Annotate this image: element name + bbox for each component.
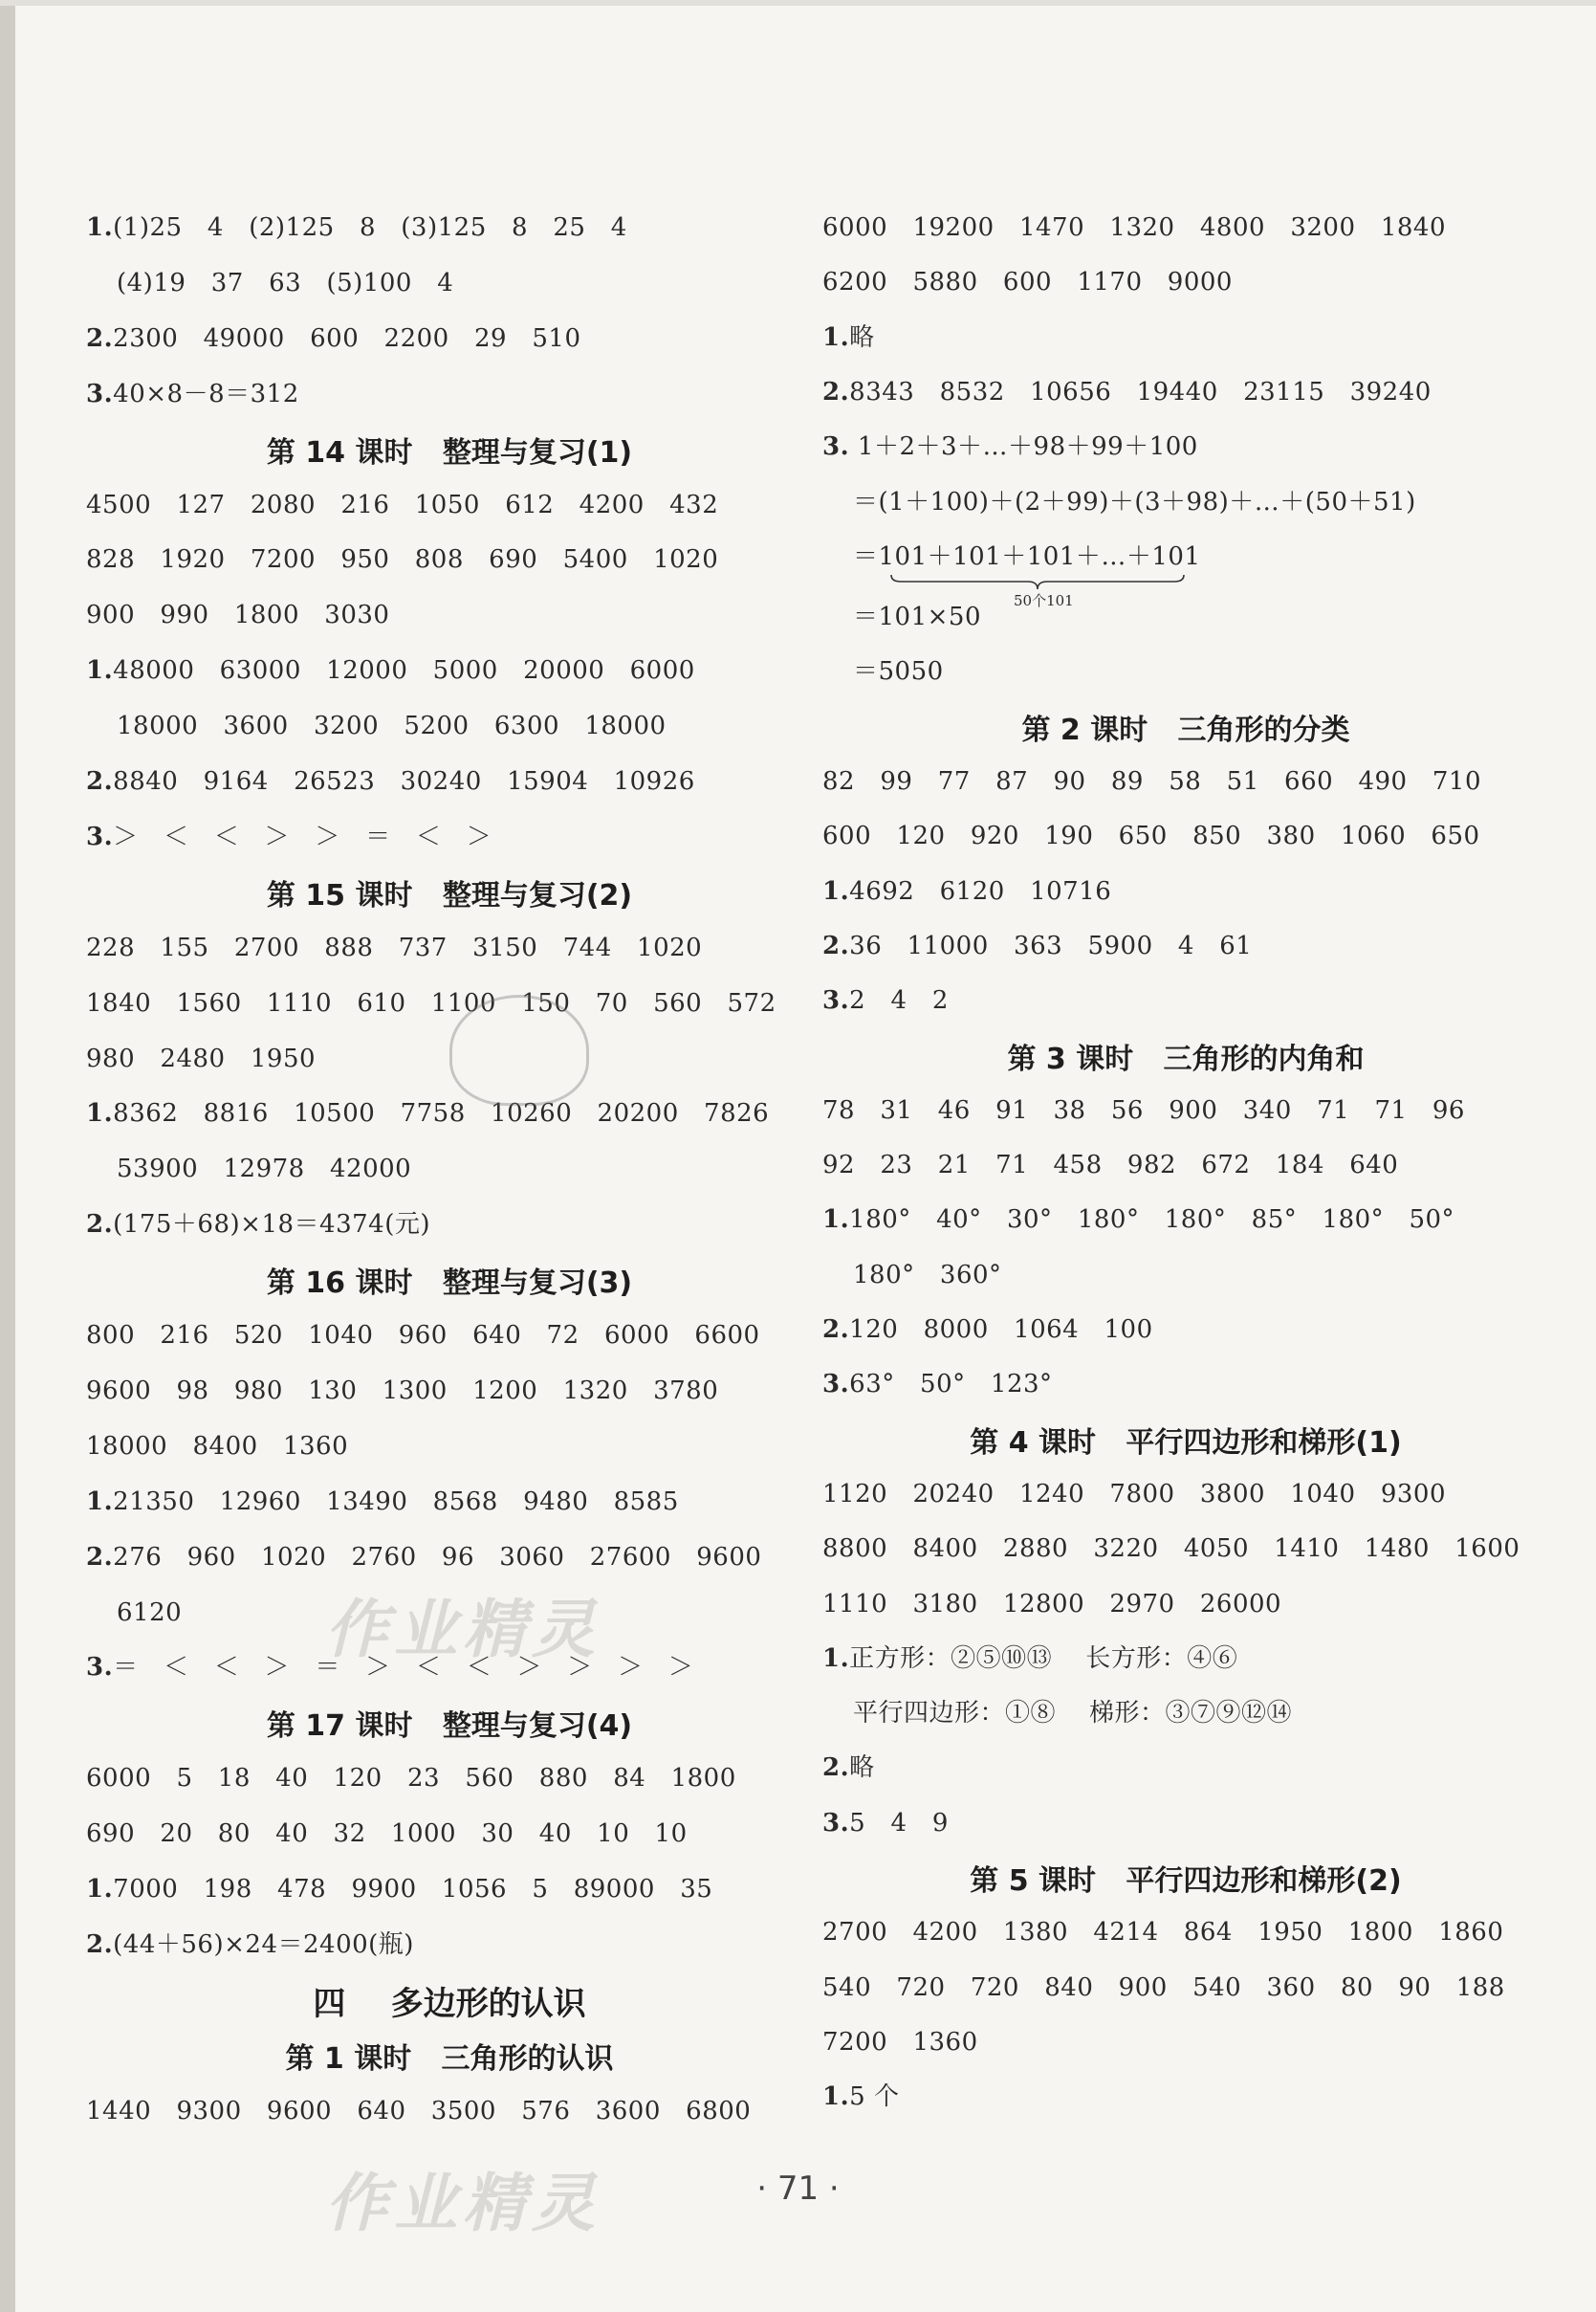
answer-line — [822, 2018, 978, 2066]
answer-line — [86, 1090, 769, 1137]
answer-text: ＝5050 — [853, 657, 944, 687]
answer-line — [822, 1470, 1446, 1518]
answer-text: 92 23 21 71 458 982 672 184 640 — [822, 1151, 1399, 1180]
page-edge-top — [0, 0, 1596, 6]
answer-line — [822, 423, 1198, 471]
answer-text: 180° 40° 30° 180° 180° 85° 180° 50° — [849, 1205, 1455, 1235]
answer-line — [86, 1367, 718, 1415]
question-number: 1. — [86, 656, 114, 686]
answer-text: 1110 3180 12800 2970 26000 — [822, 1589, 1282, 1618]
question-number: 3. — [86, 1653, 114, 1683]
watermark: 作业精灵 — [325, 1593, 601, 1666]
answer-line — [822, 977, 949, 1024]
answer-text: 8800 8400 2880 3220 4050 1410 1480 1600 — [822, 1534, 1520, 1564]
question-number: 1. — [86, 1486, 114, 1516]
answer-text: 7000 198 478 9900 1056 5 89000 35 — [113, 1875, 713, 1904]
answer-line — [86, 536, 718, 584]
answer-text: ＝(1＋100)＋(2＋99)＋(3＋98)＋…＋(50＋51) — [853, 487, 1416, 517]
lesson-heading: 第 16 课时 整理与复习(3) — [266, 1266, 633, 1301]
answer-line — [117, 1589, 182, 1637]
question-number: 2. — [86, 767, 114, 796]
answer-line — [117, 1145, 411, 1193]
lesson-heading: 第 4 课时 平行四边形和梯形(1) — [970, 1425, 1402, 1460]
page-number: · 71 · — [756, 2169, 840, 2208]
answer-line — [117, 702, 667, 750]
answer-line — [86, 1311, 760, 1359]
answer-text: ＞ ＜ ＜ ＞ ＞ ＝ ＜ ＞ — [113, 822, 492, 851]
answer-line — [86, 1035, 316, 1083]
lesson-heading: 第 2 课时 三角形的分类 — [1021, 713, 1350, 747]
answer-text: 2 4 2 — [849, 986, 949, 1016]
answer-line — [822, 1141, 1398, 1189]
question-number: 1. — [86, 1099, 114, 1129]
question-number: 3. — [822, 986, 850, 1016]
answer-line — [86, 647, 695, 694]
answer-text: 800 216 520 1040 960 640 72 6000 6600 — [86, 1321, 760, 1350]
answer-line — [822, 1360, 1053, 1408]
answer-text: 600 120 920 190 650 850 380 1060 650 — [822, 822, 1480, 851]
answer-line — [853, 1689, 1292, 1737]
question-number: 3. — [822, 1370, 850, 1399]
answer-line — [853, 478, 1416, 526]
answer-line — [822, 1635, 1237, 1683]
answer-line — [822, 758, 1481, 805]
answer-text: 78 31 46 91 38 56 900 340 71 71 96 — [822, 1095, 1465, 1125]
answer-text: 18000 8400 1360 — [86, 1431, 349, 1461]
answer-line — [86, 481, 718, 529]
answer-text: 6200 5880 600 1170 9000 — [822, 268, 1233, 297]
question-number: 2. — [822, 1753, 850, 1783]
answer-text: 276 960 1020 2760 96 3060 27600 9600 — [113, 1542, 762, 1572]
answer-text: 8840 9164 26523 30240 15904 10926 — [113, 767, 695, 796]
question-number: 1. — [822, 876, 850, 906]
question-number: 2. — [86, 1929, 114, 1959]
question-number: 3. — [86, 822, 114, 851]
question-number: 1. — [822, 1643, 850, 1673]
answer-text: 48000 63000 12000 5000 20000 6000 — [113, 656, 695, 686]
answer-line — [853, 1251, 1002, 1299]
answer-text: 5 4 9 — [849, 1808, 949, 1838]
question-number: 1. — [822, 2082, 850, 2112]
underbrace — [889, 573, 1186, 592]
answer-text: 4692 6120 10716 — [849, 876, 1112, 906]
answer-line — [86, 758, 695, 805]
answer-text: 21350 12960 13490 8568 9480 8585 — [113, 1486, 679, 1516]
answer-line — [86, 1478, 679, 1526]
lesson-heading: 第 1 课时 三角形的认识 — [285, 2041, 614, 2076]
answer-text: 828 1920 7200 950 808 690 5400 1020 — [86, 545, 719, 575]
answer-text: 82 99 77 87 90 89 58 51 660 490 710 — [822, 767, 1481, 796]
answer-text: 略 — [849, 322, 875, 352]
lesson-heading: 第 5 课时 平行四边形和梯形(2) — [970, 1864, 1402, 1898]
answer-text: 7200 1360 — [822, 2027, 978, 2057]
answer-text: 8343 8532 10656 19440 23115 39240 — [849, 377, 1432, 407]
answer-line — [822, 1087, 1465, 1134]
page-edge — [0, 0, 15, 2312]
question-number: 2. — [822, 1315, 850, 1344]
answer-text: 1440 9300 9600 640 3500 576 3600 6800 — [86, 2096, 752, 2125]
answer-line — [86, 1533, 761, 1581]
answer-text: 540 720 720 840 900 540 360 80 90 188 — [822, 1972, 1505, 2002]
watermark-stamp — [449, 995, 589, 1106]
answer-text: 690 20 80 40 32 1000 30 40 10 10 — [86, 1819, 688, 1849]
answer-line — [86, 980, 776, 1027]
answer-text: 1840 1560 1110 610 1100 150 70 560 572 — [86, 988, 776, 1018]
brace-label: 50个101 — [1014, 591, 1074, 609]
answer-text: 180° 360° — [853, 1260, 1002, 1289]
answer-text: 略 — [849, 1753, 875, 1783]
answer-text: (4)19 37 63 (5)100 4 — [117, 268, 454, 297]
answer-text: 6000 19200 1470 1320 4800 3200 1840 — [822, 213, 1446, 242]
answer-line — [86, 1810, 688, 1858]
answer-text: 5 个 — [849, 2082, 900, 2112]
unit-title: 四 多边形的认识 — [313, 1984, 586, 2023]
answer-line — [822, 1580, 1281, 1628]
answer-line — [822, 204, 1446, 252]
answer-text: 8362 8816 10500 7758 10260 20200 7826 — [113, 1099, 770, 1129]
question-number: 3. — [86, 379, 114, 408]
question-number: 2. — [822, 377, 850, 407]
answer-text: 53900 12978 42000 — [117, 1155, 412, 1184]
answer-line — [822, 1799, 949, 1847]
question-number: 1. — [822, 322, 850, 352]
answer-text: 2300 49000 600 2200 29 510 — [113, 323, 581, 353]
answer-line — [822, 1744, 875, 1792]
answer-line — [822, 868, 1111, 915]
answer-line — [822, 2073, 899, 2121]
answer-text: 9600 98 980 130 1300 1200 1320 3780 — [86, 1376, 719, 1405]
answer-text: 40×8－8＝312 — [113, 379, 299, 408]
answer-line — [822, 812, 1480, 860]
answer-line — [86, 813, 492, 861]
question-number: 3. — [822, 1808, 850, 1838]
answer-text: 2700 4200 1380 4214 864 1950 1800 1860 — [822, 1918, 1504, 1948]
answer-line — [853, 648, 944, 695]
answer-text: 36 11000 363 5900 4 61 — [849, 931, 1253, 960]
answer-line — [822, 1908, 1503, 1956]
answer-text: (44＋56)×24＝2400(瓶) — [113, 1929, 414, 1959]
answer-line — [86, 1200, 430, 1248]
answer-line — [86, 370, 299, 418]
answer-text: 4500 127 2080 216 1050 612 4200 432 — [86, 490, 719, 519]
answer-text: 980 2480 1950 — [86, 1044, 317, 1073]
question-number: 2. — [86, 1210, 114, 1240]
answer-text: 正方形：②⑤⑩⑬ 长方形：④⑥ — [849, 1643, 1238, 1673]
answer-line — [822, 1306, 1153, 1354]
answer-line — [86, 2087, 751, 2135]
answer-line — [822, 1525, 1519, 1573]
answer-line: ＝101＋101＋101＋…＋101 — [853, 541, 1201, 571]
watermark: 作业精灵 — [325, 2167, 601, 2240]
answer-line — [822, 1964, 1505, 2012]
answer-line — [86, 1754, 736, 1802]
answer-line — [86, 315, 581, 363]
lesson-heading: 第 14 课时 整理与复习(1) — [266, 435, 633, 470]
answer-line — [86, 1422, 348, 1470]
answer-line — [822, 314, 875, 362]
answer-text: ＝101×50 — [853, 603, 981, 632]
answer-text: ＝ ＜ ＜ ＞ ＝ ＞ ＜ ＜ ＞ ＞ ＞ ＞ — [113, 1653, 694, 1683]
question-number: 1. — [86, 1875, 114, 1904]
answer-line — [86, 204, 627, 252]
question-number: 2. — [86, 323, 114, 353]
answer-text: 平行四边形：①⑧ 梯形：③⑦⑨⑫⑭ — [853, 1699, 1293, 1728]
answer-line — [86, 1865, 712, 1913]
answer-line — [86, 1921, 414, 1969]
answer-text: 120 8000 1064 100 — [849, 1315, 1153, 1344]
question-number: 1. — [822, 1205, 850, 1235]
answer-text: 1120 20240 1240 7800 3800 1040 9300 — [822, 1479, 1446, 1508]
lesson-heading: 第 3 课时 三角形的内角和 — [1007, 1042, 1365, 1076]
answer-line — [86, 591, 389, 639]
answer-text: 63° 50° 123° — [849, 1370, 1053, 1399]
question-number: 2. — [822, 931, 850, 960]
answer-text: (175＋68)×18＝4374(元) — [113, 1210, 430, 1240]
question-number: 1. — [86, 213, 114, 242]
answer-text: 1＋2＋3＋…＋98＋99＋100 — [849, 432, 1198, 462]
answer-line — [117, 259, 453, 307]
answer-text: 6000 5 18 40 120 23 560 880 84 1800 — [86, 1764, 736, 1794]
answer-text: 6120 — [117, 1597, 183, 1627]
answer-line — [853, 593, 981, 641]
lesson-heading: 第 17 课时 整理与复习(4) — [266, 1709, 633, 1744]
answer-text: (1)25 4 (2)125 8 (3)125 8 25 4 — [113, 213, 627, 242]
question-number: 3. — [822, 432, 850, 462]
answer-line — [86, 924, 702, 972]
lesson-heading: 第 15 课时 整理与复习(2) — [266, 878, 633, 913]
answer-text: 18000 3600 3200 5200 6300 18000 — [117, 712, 667, 741]
answer-line — [822, 1196, 1454, 1244]
answer-line — [822, 368, 1432, 416]
answer-text: 228 155 2700 888 737 3150 744 1020 — [86, 933, 703, 962]
answer-line — [822, 258, 1233, 306]
answer-line — [822, 922, 1252, 970]
question-number: 2. — [86, 1542, 114, 1572]
answer-text: 900 990 1800 3030 — [86, 601, 390, 630]
